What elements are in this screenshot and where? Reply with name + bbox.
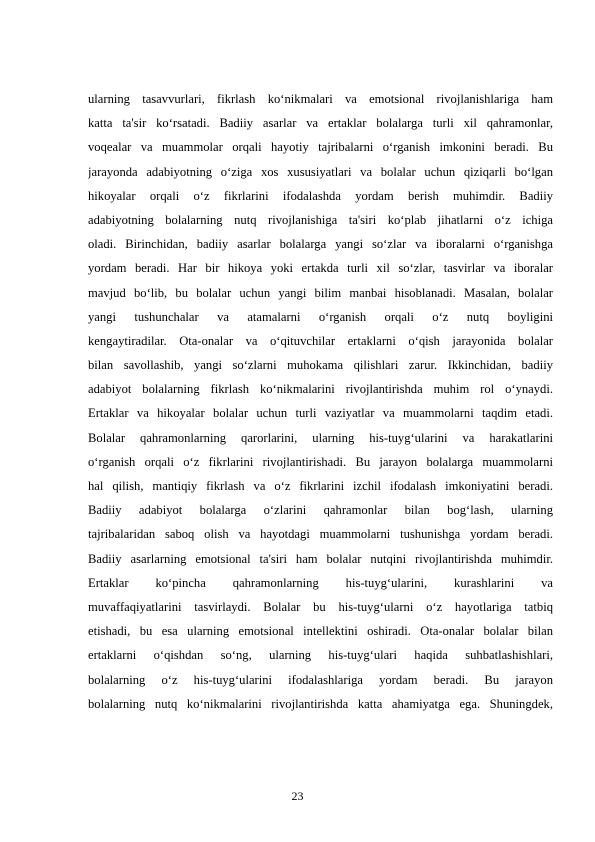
text-line: bolalarning nutq ko‘nikmalarini rivojlantirishda katta ahamiyatga ega. Shuningdek, <box>88 696 553 711</box>
text-line: Ertaklar ko‘pincha qahramonlarning his-tuyg‘ularini, kurashlarini va <box>88 575 553 590</box>
text-line: yangi tushunchalar va atamalarni o‘rganish orqali o‘z nutq boyligini <box>88 309 553 324</box>
text-line: tajribalaridan saboq olish va hayotdagi muammolarni tushunishga yordam beradi. <box>88 527 553 542</box>
text-line: oladi. Birinchidan, badiiy asarlar bolalarga yangi so‘zlar va iboralarni o‘rganishga <box>88 237 553 252</box>
text-line: etishadi, bu esa ularning emotsional intellektini oshiradi. Ota-onalar bolalar bilan <box>88 624 553 639</box>
text-line: yordam beradi. Har bir hikoya yoki ertakda turli xil so‘zlar, tasvirlar va iboralar <box>88 261 553 276</box>
text-line: jarayonda adabiyotning o‘ziga xos xususiyatlari va bolalar uchun qiziqarli bo‘lgan <box>88 164 553 179</box>
text-line: Ertaklar va hikoyalar bolalar uchun turli vaziyatlar va muammolarni taqdim etadi. <box>88 406 553 421</box>
text-line: mavjud bo‘lib, bu bolalar uchun yangi bilim manbai hisoblanadi. Masalan, bolalar <box>88 285 553 300</box>
page-number: 23 <box>291 789 304 803</box>
text-line: Bolalar qahramonlarning qarorlarini, ularning his-tuyg‘ularini va harakatlarini <box>88 430 553 445</box>
text-line: bilan savollashib, yangi so‘zlarni muhokama qilishlari zarur. Ikkinchidan, badiiy <box>88 358 553 373</box>
text-line: bolalarning o‘z his-tuyg‘ularini ifodalashlariga yordam beradi. Bu jarayon <box>88 672 553 687</box>
text-line: adabiyotning bolalarning nutq rivojlanishiga ta'siri ko‘plab jihatlarni o‘z ichiga <box>88 212 553 227</box>
text-line: Badiiy adabiyot bolalarga o‘zlarini qahramonlar bilan bog‘lash, ularning <box>88 503 553 518</box>
text-line: muvaffaqiyatlarini tasvirlaydi. Bolalar bu his-tuyg‘ularni o‘z hayotlariga tatbiq <box>88 599 553 614</box>
text-line: ertaklarni o‘qishdan so‘ng, ularning his-tuyg‘ulari haqida suhbatlashishlari, <box>88 648 553 663</box>
text-line: Badiiy asarlarning emotsional ta'siri ham bolalar nutqini rivojlantirishda muhimdir. <box>88 551 553 566</box>
text-line: voqealar va muammolar orqali hayotiy tajribalarni o‘rganish imkonini beradi. Bu <box>88 140 553 155</box>
text-line: katta ta'sir ko‘rsatadi. Badiiy asarlar va ertaklar bolalarga turli xil qahramonlar, <box>88 116 553 131</box>
body-text <box>88 87 553 716</box>
text-line: o‘rganish orqali o‘z fikrlarini rivojlantirishadi. Bu jarayon bolalarga muammolarni <box>88 454 553 469</box>
text-line: ularning tasavvurlari, fikrlash ko‘nikmalari va emotsional rivojlanishlariga ham <box>88 92 553 106</box>
text-line: hikoyalar orqali o‘z fikrlarini ifodalashda yordam berish muhimdir. Badiiy <box>88 188 553 203</box>
text-line: adabiyot bolalarning fikrlash ko‘nikmalarini rivojlantirishda muhim rol o‘ynaydi. <box>88 382 553 397</box>
text-line: kengaytiradilar. Ota-onalar va o‘qituvchilar ertaklarni o‘qish jarayonida bolalar <box>88 333 553 348</box>
text-line: hal qilish, mantiqiy fikrlash va o‘z fikrlarini izchil ifodalash imkoniyatini beradi. <box>88 479 553 493</box>
